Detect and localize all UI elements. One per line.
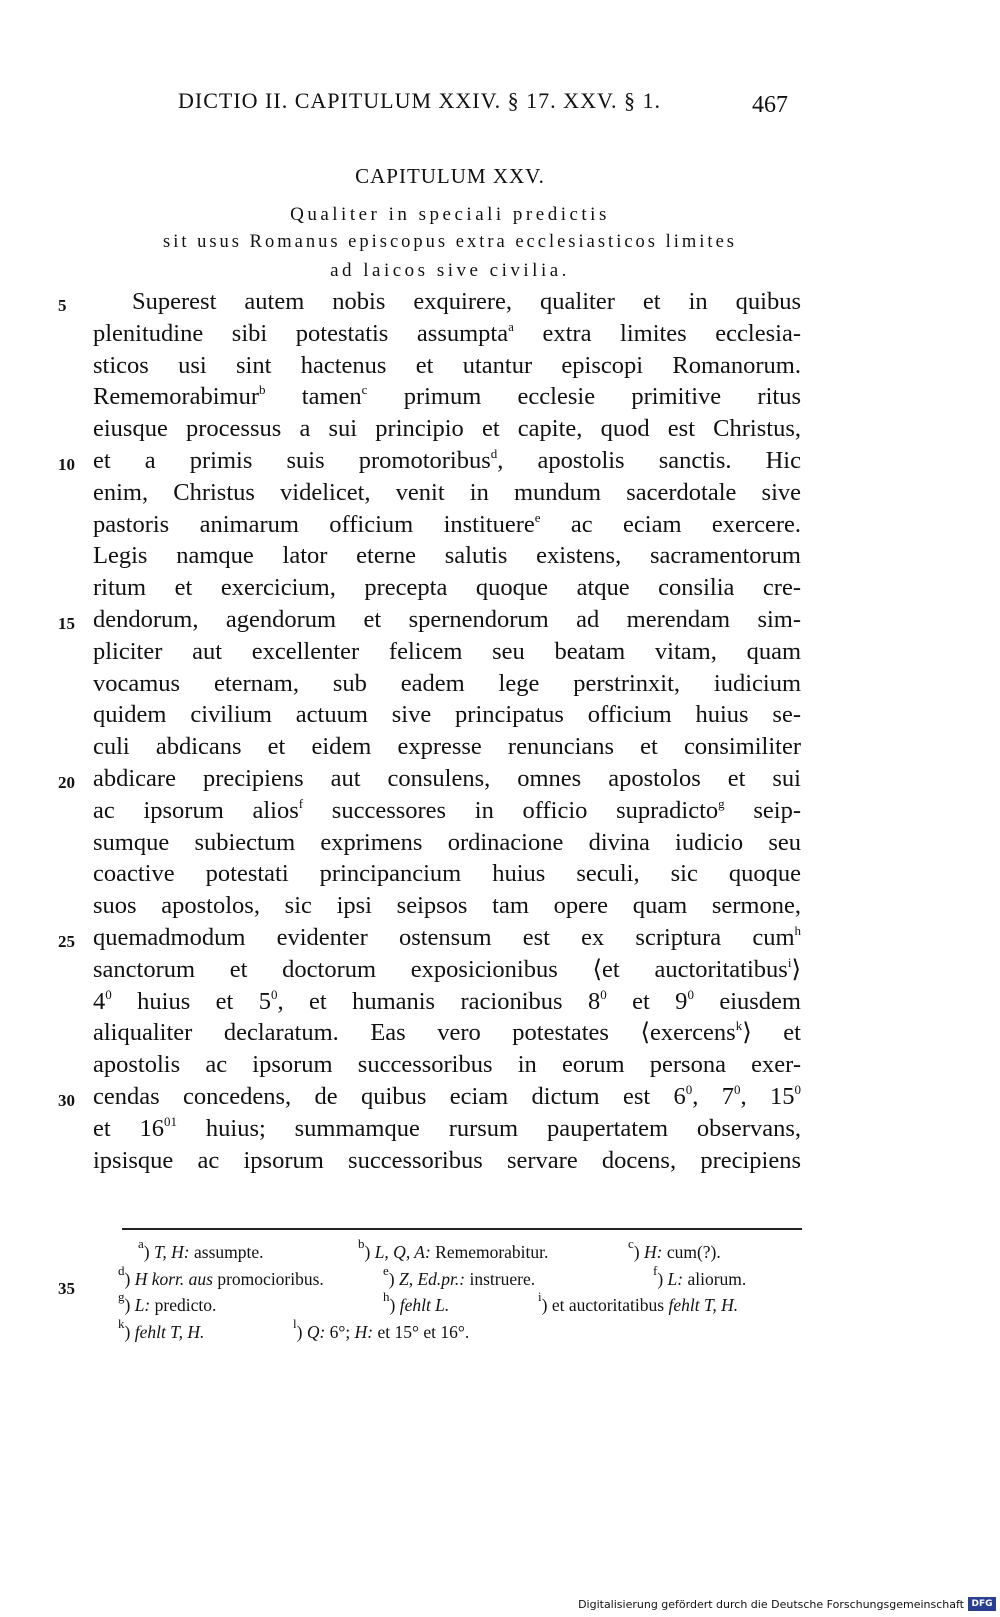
footnote-text: L:: [667, 1268, 684, 1289]
footnote-text: H:: [643, 1242, 663, 1262]
chapter-subtitle-line: ad laicos sive civilia.: [330, 260, 570, 281]
text-segment: huius et 5: [111, 987, 271, 1015]
page-number: 467: [752, 92, 788, 118]
chapter-title: CAPITULUM XXV.: [355, 164, 545, 188]
footnote-text: et 15° et 16°.: [373, 1321, 470, 1342]
footnote-paren: ): [541, 1295, 552, 1315]
text-line: [93, 604, 801, 636]
text-segment: Legis namque lator eterne salutis existens, sacramentorum: [93, 542, 801, 570]
footnote-paren: ): [124, 1268, 135, 1289]
line-number: 25: [58, 932, 75, 951]
chapter-subtitle-line: sit usus Romanus episcopus extra ecclesiasticos limites: [163, 232, 737, 252]
text-segment: , 7: [692, 1083, 735, 1110]
footnote-marker: i: [787, 954, 792, 970]
footnote-text: fehlt T, H.: [134, 1321, 205, 1342]
text-segment: seip-: [724, 796, 801, 824]
text-segment: abdicare precipiens aut consulens, omnes apostolos et sui: [93, 765, 801, 792]
footnote: [118, 1315, 205, 1343]
footnote-marker: e: [383, 1262, 389, 1278]
footnote-marker: 0: [600, 986, 607, 1002]
footnote-paren: ): [633, 1242, 644, 1262]
footnote-marker: i: [538, 1289, 542, 1304]
line-number: 20: [58, 773, 75, 792]
text-segment: eiusque processus a sui principio et capite, quod est Christus,: [93, 415, 801, 443]
line-number: 15: [58, 614, 75, 633]
text-line: [93, 318, 801, 350]
text-line: [93, 795, 801, 827]
line-number: 5: [58, 296, 67, 315]
footnote-marker: f: [653, 1262, 658, 1278]
chapter-subtitle-line: Qualiter in speciali predictis: [290, 204, 610, 225]
text-segment: aliqualiter declaratum. Eas vero potestates ⟨exercens: [93, 1019, 736, 1047]
footnote-paren: ): [388, 1268, 399, 1289]
text-segment: suos apostolos, sic ipsi seipsos tam opere quam sermone,: [93, 892, 801, 920]
text-line: [93, 350, 801, 382]
text-segment: cendas concedens, de quibus eciam dictum est 6: [93, 1083, 686, 1110]
text-line: [93, 445, 801, 477]
text-line: [93, 890, 801, 922]
text-segment: Superest autem nobis exquirere, qualiter et in quibus: [132, 288, 801, 315]
footnote-text: cum(?).: [662, 1242, 721, 1262]
text-line: [93, 1145, 801, 1177]
text-segment: ⟩ et: [742, 1019, 801, 1047]
text-line: [93, 1049, 801, 1081]
text-segment: pliciter aut excellenter felicem seu beatam vitam, quam: [93, 637, 801, 665]
text-segment: 4: [93, 987, 106, 1015]
text-segment: primum ecclesie primitive ritus: [367, 383, 801, 411]
footnote-text: Z, Ed.pr.:: [398, 1268, 466, 1289]
text-segment: pastoris animarum officium instituere: [93, 510, 535, 538]
footnote-marker: b: [259, 382, 266, 398]
text-line: [93, 1081, 801, 1113]
footnote: [118, 1262, 324, 1290]
text-line: [93, 827, 801, 859]
footnote: [358, 1236, 549, 1263]
footnote-marker: g: [118, 1289, 125, 1304]
text-segment: tamen: [265, 383, 362, 411]
footnote-marker: 0: [734, 1082, 741, 1097]
text-segment: successores in officio supradicto: [303, 796, 719, 824]
footnote: [653, 1262, 747, 1290]
text-line: [93, 986, 801, 1018]
text-segment: et 16: [93, 1114, 165, 1142]
footnote: [383, 1262, 536, 1290]
footnote-marker: l: [293, 1315, 297, 1331]
text-line: [93, 1113, 801, 1145]
text-segment: et a primis suis promotoribus: [93, 447, 491, 474]
footnote-marker: d: [490, 446, 498, 461]
footnote: [538, 1289, 739, 1316]
footnote-text: H korr. aus: [134, 1268, 213, 1289]
footnote-marker: f: [298, 795, 304, 811]
footnote-text: aliorum.: [683, 1268, 747, 1289]
text-line: [93, 540, 801, 572]
footnote-marker: d: [118, 1262, 125, 1278]
text-segment: extra limites ecclesia-: [513, 319, 801, 347]
text-segment: vocamus eternam, sub eadem lege perstrinxit, iudicium: [93, 669, 801, 697]
credit-text: Digitalisierung gefördert durch die Deutsche Forschungsgemeinschaft: [578, 1597, 964, 1611]
footnote-text: T, H:: [153, 1242, 190, 1262]
text-segment: ⟩: [791, 955, 801, 983]
text-segment: , et humanis racionibus 8: [277, 987, 601, 1015]
text-segment: coactive potestati principancium huius seculi, sic quoque: [93, 860, 801, 888]
dfg-logo: DFG: [968, 1597, 996, 1611]
footnote-text: Q:: [306, 1321, 326, 1342]
footnote-text: promocioribus.: [212, 1268, 324, 1289]
footnote-text: instruere.: [465, 1268, 536, 1289]
text-line: [93, 763, 801, 795]
text-segment: ac eciam exercere.: [540, 510, 801, 538]
text-segment: quemadmodum evidenter ostensum est ex scriptura cum: [93, 924, 795, 951]
footnote: [118, 1289, 217, 1316]
footnote-marker: e: [534, 509, 541, 525]
footnote-text: Rememorabitur.: [430, 1242, 549, 1262]
footnote-marker: k: [735, 1018, 743, 1034]
footnote-paren: ): [124, 1295, 135, 1315]
footnote-paren: ): [124, 1321, 135, 1342]
text-segment: , apostolis sanctis. Hic: [497, 447, 801, 474]
footnote-marker: 0: [105, 986, 112, 1002]
text-line: [93, 731, 801, 763]
footnote-paren: ): [143, 1242, 154, 1262]
text-segment: culi abdicans et eidem expresse renuncians et consimiliter: [93, 733, 801, 761]
footnote: [138, 1236, 264, 1263]
text-line: [93, 413, 801, 445]
footnote-marker: 0: [794, 1082, 801, 1097]
text-segment: ac ipsorum alios: [93, 796, 299, 824]
footnote-marker: h: [383, 1289, 390, 1304]
footnote-text: et auctoritatibus: [551, 1295, 669, 1315]
text-line: [93, 954, 801, 986]
footnote-marker: 01: [164, 1113, 178, 1129]
text-line: [93, 572, 801, 604]
text-line: [93, 922, 801, 954]
footnote-paren: ): [364, 1242, 375, 1262]
line-number: 35: [58, 1279, 75, 1298]
text-line: [93, 699, 801, 731]
line-number: 30: [58, 1091, 75, 1110]
footnote-paren: ): [296, 1321, 307, 1342]
footnote: [383, 1289, 450, 1316]
footnote-marker: g: [718, 795, 725, 811]
footnote-marker: h: [794, 923, 801, 938]
footnote-marker: a: [138, 1236, 144, 1251]
text-line: [93, 477, 801, 509]
digitization-credit: [578, 1597, 996, 1611]
footnote-text: fehlt T, H.: [668, 1295, 739, 1315]
text-line: [93, 509, 801, 541]
text-segment: plenitudine sibi potestatis assumpta: [93, 319, 509, 347]
footnote-text: predicto.: [150, 1295, 217, 1315]
footnote-text: L:: [134, 1295, 151, 1315]
footnote-marker: 0: [270, 986, 278, 1002]
text-segment: sanctorum et doctorum exposicionibus ⟨et auctoritatibus: [93, 955, 788, 983]
text-segment: Rememorabimur: [93, 383, 260, 411]
text-segment: enim, Christus videlicet, venit in mundum sacerdotale sive: [93, 478, 801, 506]
footnote: [293, 1315, 470, 1343]
text-line: [93, 636, 801, 668]
footnote-rule: [122, 1228, 802, 1230]
text-segment: ritum et exercicium, precepta quoque atque consilia cre-: [93, 574, 801, 602]
text-line: [93, 668, 801, 700]
running-head: DICTIO II. CAPITULUM XXIV. § 17. XXV. § 1.: [178, 88, 662, 113]
footnote-marker: b: [358, 1236, 365, 1251]
footnote-paren: ): [657, 1268, 668, 1289]
footnote-paren: ): [389, 1295, 400, 1315]
footnote-text: fehlt L.: [399, 1295, 450, 1315]
footnote-marker: a: [508, 318, 514, 334]
footnote-marker: k: [118, 1315, 125, 1331]
footnote-marker: 0: [687, 986, 694, 1002]
footnote-text: H:: [354, 1321, 374, 1342]
text-segment: eiusdem: [693, 987, 801, 1015]
text-segment: sticos usi sint hactenus et utantur episcopi Romanorum.: [93, 351, 801, 379]
text-line: [132, 286, 801, 318]
text-line: [93, 381, 801, 413]
text-segment: apostolis ac ipsorum successoribus in eorum persona exer-: [93, 1051, 801, 1079]
text-segment: et 9: [606, 987, 688, 1015]
footnote-marker: c: [628, 1236, 634, 1251]
text-segment: ipsisque ac ipsorum successoribus servare docens, precipiens: [93, 1146, 801, 1174]
footnote-marker: 0: [685, 1082, 693, 1097]
footnote: [628, 1236, 721, 1263]
text-segment: dendorum, agendorum et spernendorum ad merendam sim-: [93, 606, 801, 633]
text-segment: sumque subiectum exprimens ordinacione divina iudicio seu: [93, 828, 801, 856]
text-line: [93, 858, 801, 890]
text-segment: quidem civilium actuum sive principatus officium huius se-: [93, 701, 801, 729]
footnote-text: L, Q, A:: [374, 1242, 431, 1262]
footnote-marker: c: [361, 382, 368, 398]
text-line: [93, 1017, 801, 1049]
footnote-text: assumpte.: [189, 1242, 264, 1262]
line-number: 10: [58, 455, 75, 474]
text-segment: huius; summamque rursum paupertatem observans,: [177, 1114, 801, 1142]
text-segment: , 15: [740, 1083, 795, 1110]
footnote-text: 6°;: [325, 1321, 355, 1342]
